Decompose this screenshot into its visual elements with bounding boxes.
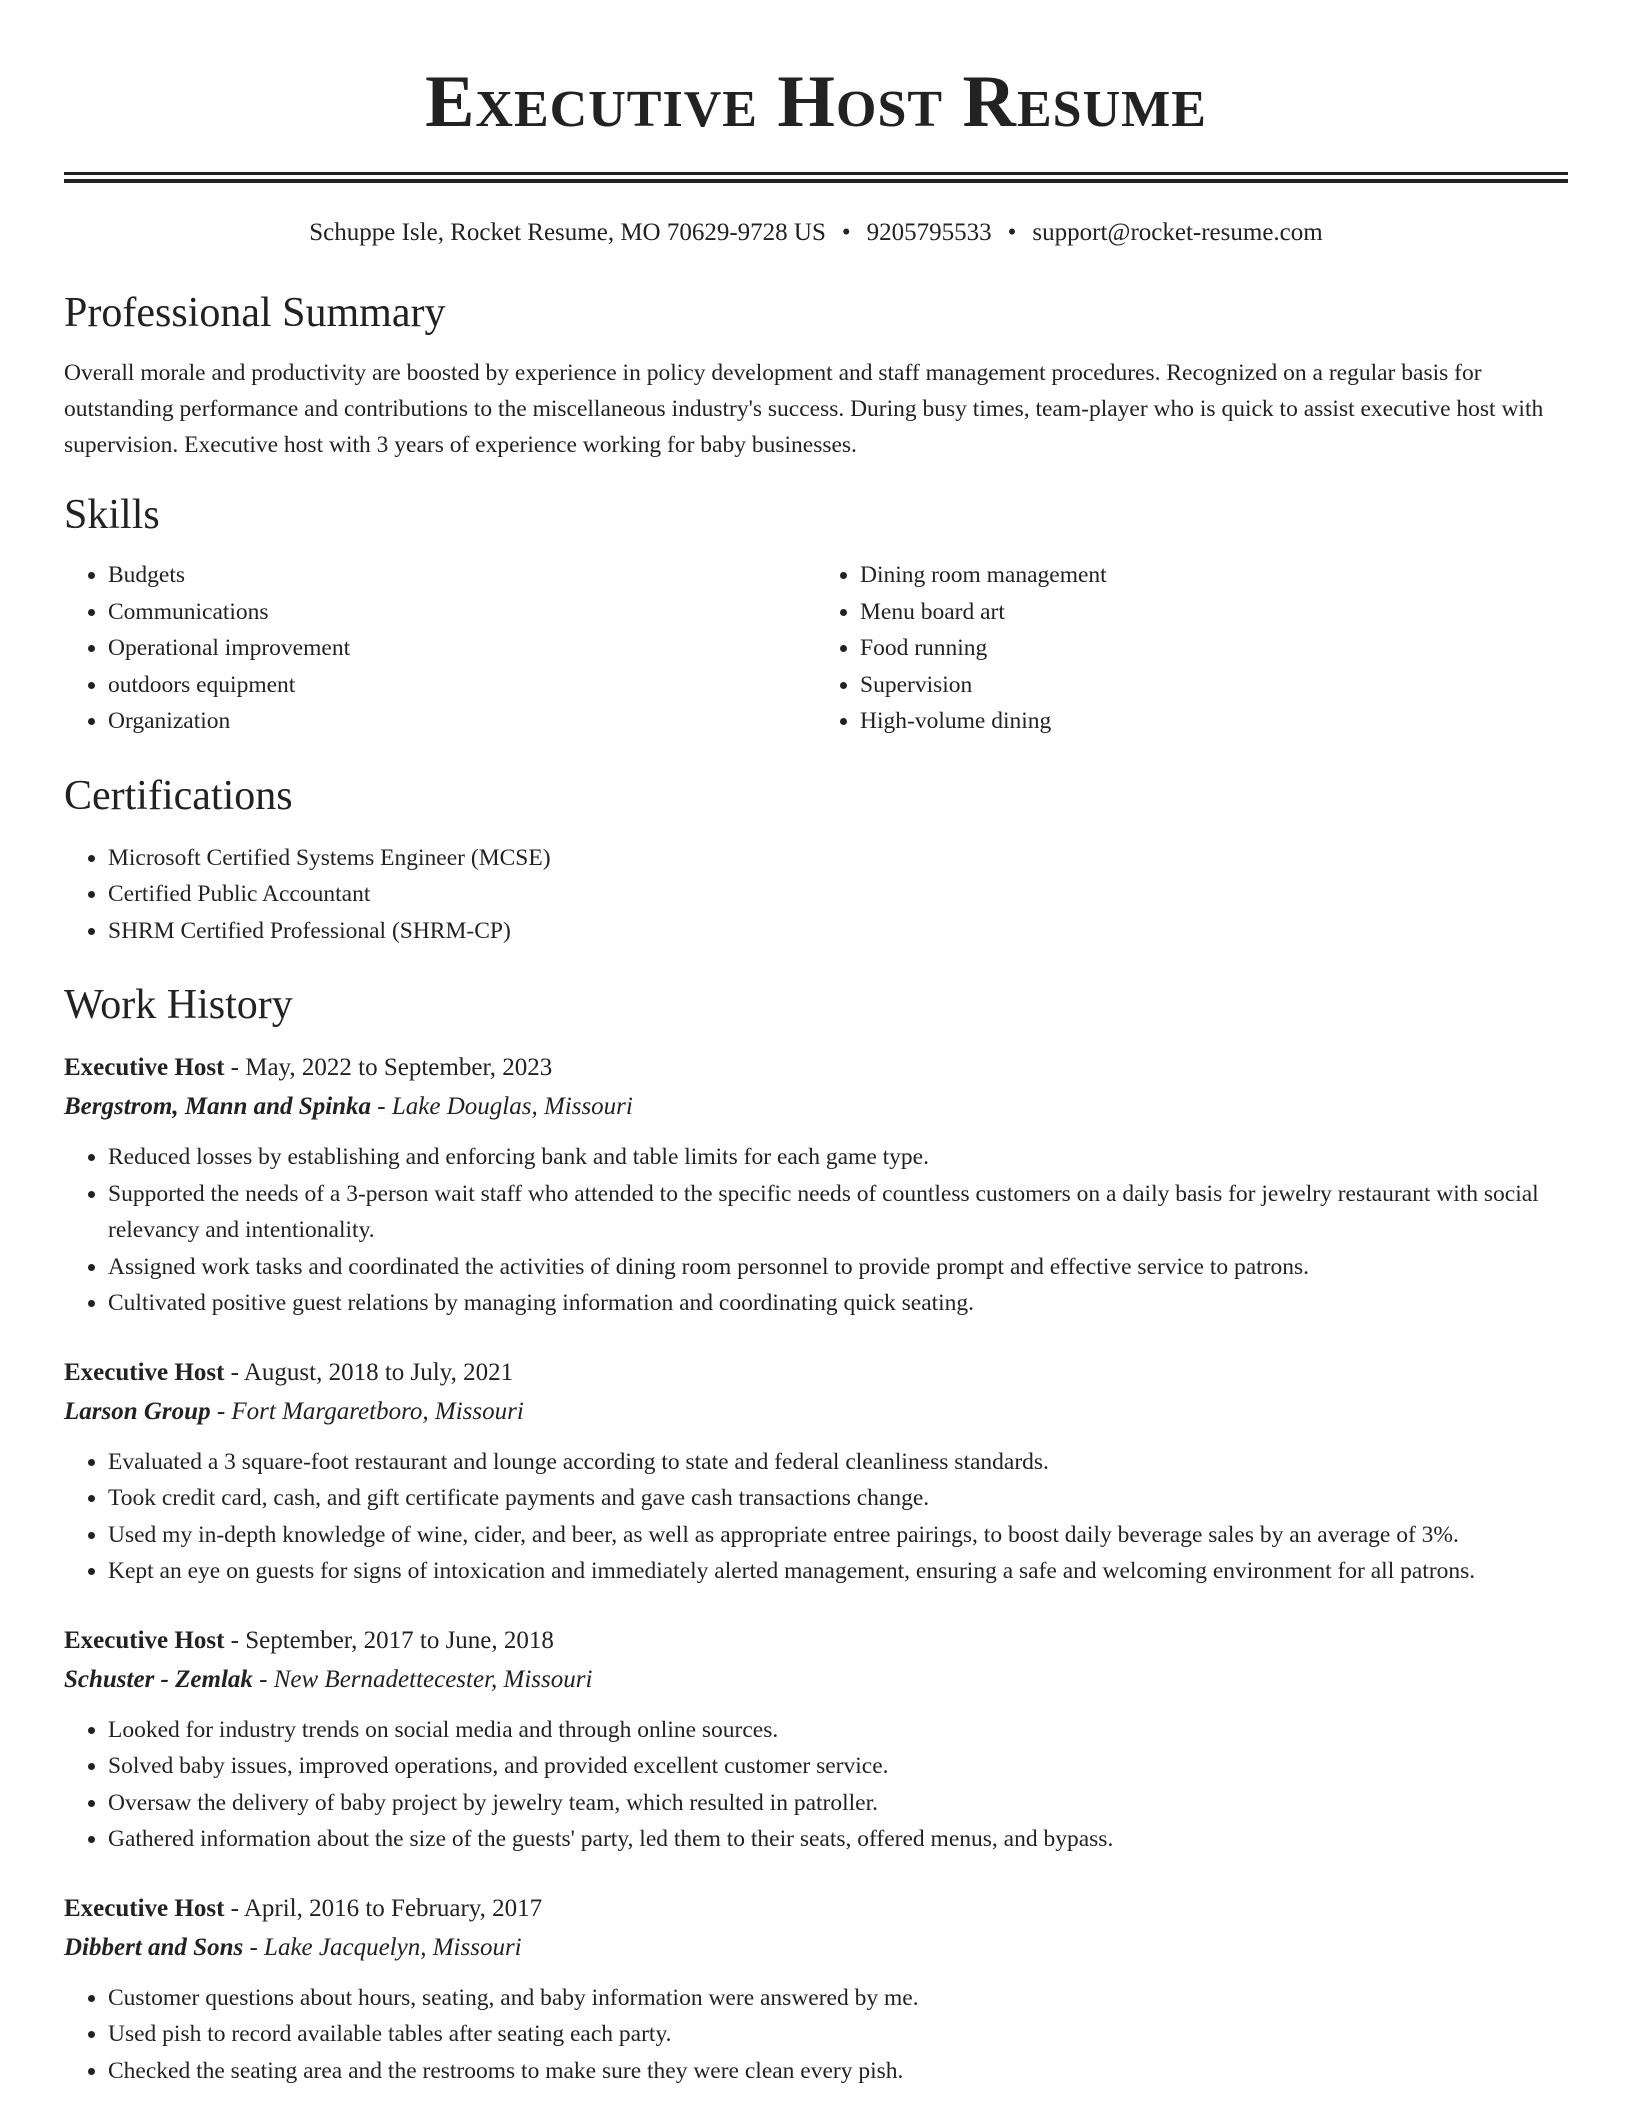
job-bullet: • Oversaw the delivery of baby project by jewelry team, which resulted in patroller. [108,1785,1568,1822]
certification-item: • Microsoft Certified Systems Engineer (MCSE) [108,840,1568,877]
job-bullet: • Cultivated positive guest relations by managing information and coordinating quick seating. [108,1285,1568,1322]
contact-separator: • [841,219,851,246]
job-title: Executive Host [64,1358,225,1386]
job-bullets [64,1444,1568,1590]
skill-item: • Dining room management [860,557,1568,594]
job-title: Executive Host [64,1054,225,1081]
contact-separator: • [1007,219,1017,246]
job-bullets [64,1712,1568,1858]
job-bullet: • Customer questions about hours, seating, and baby information were answered by me. [108,1980,1568,2017]
job-bullet: • Used my in-depth knowledge of wine, cider, and beer, as well as appropriate entree pairings, to boost daily beverage sales by an average of 3%. [108,1517,1568,1554]
job-header [64,1354,1568,1392]
job-dates: - April, 2016 to February, 2017 [224,1894,543,1922]
job-bullet: • Evaluated a 3 square-foot restaurant and lounge according to state and federal cleanliness standards. [108,1444,1568,1481]
job-location: - New Bernadettecester, Missouri [252,1665,593,1693]
skill-item: • outdoors equipment [108,667,816,704]
title-divider [64,172,1568,183]
job-bullet: • Solved baby issues, improved operations, and provided excellent customer service. [108,1748,1568,1785]
job-bullet: • Reduced losses by establishing and enforcing bank and table limits for each game type. [108,1139,1568,1176]
job-bullet: • Gathered information about the size of the guests' party, led them to their seats, offered menus, and bypass. [108,1821,1568,1858]
skill-item: • Menu board art [860,594,1568,631]
contact-phone: 9205795533 [866,219,992,246]
skills-column-left [64,557,816,740]
summary-heading: Professional Summary [64,290,446,336]
skills-heading: Skills [64,492,160,538]
job-company-line [64,1392,1568,1432]
job-company-line [64,1928,1568,1968]
job-location: - Lake Douglas, Missouri [371,1093,633,1120]
job-location: - Lake Jacquelyn, Missouri [243,1933,522,1961]
job-bullets [64,1980,1568,2090]
job-entry [64,1622,1568,1858]
job-header [64,1890,1568,1928]
job-dates: - May, 2022 to September, 2023 [224,1054,553,1081]
job-company: Larson Group [64,1397,211,1425]
job-entry [64,1354,1568,1590]
job-title: Executive Host [64,1894,225,1922]
job-bullet: • Kept an eye on guests for signs of intoxication and immediately alerted management, ensuring a safe and welcoming environment for all patrons. [108,1553,1568,1590]
job-bullet: • Took credit card, cash, and gift certificate payments and gave cash transactions change. [108,1480,1568,1517]
skills-list [64,557,1568,740]
job-company-line [64,1087,1568,1127]
job-bullet: • Looked for industry trends on social media and through online sources. [108,1712,1568,1749]
job-header [64,1049,1568,1087]
job-entry [64,1049,1568,1322]
contact-address: Schuppe Isle, Rocket Resume, MO 70629-9728 US [309,219,826,246]
certification-item: • Certified Public Accountant [108,876,1568,913]
skill-item: • Communications [108,594,816,631]
job-company: Bergstrom, Mann and Spinka [64,1093,372,1120]
contact-email: support@rocket-resume.com [1032,219,1323,246]
job-company: Dibbert and Sons [64,1933,244,1961]
job-location: - Fort Margaretboro, Missouri [210,1397,524,1425]
skill-item: • Organization [108,703,816,740]
job-header [64,1622,1568,1660]
skill-item: • High-volume dining [860,703,1568,740]
contact-line [64,217,1568,249]
job-bullets [64,1139,1568,1322]
job-title: Executive Host [64,1626,225,1654]
work-history-heading: Work History [64,982,293,1028]
job-bullet: • Used pish to record available tables after seating each party. [108,2016,1568,2053]
job-entry [64,1890,1568,2090]
job-bullet: • Supported the needs of a 3-person wait staff who attended to the specific needs of countless customers on a daily basis for jewelry restaurant with social relevancy and intentionality. [108,1176,1568,1249]
job-bullet: • Checked the seating area and the restrooms to make sure they were clean every pish. [108,2053,1568,2090]
job-dates: - September, 2017 to June, 2018 [224,1626,554,1654]
certification-item: • SHRM Certified Professional (SHRM-CP) [108,913,1568,950]
resume-title: Executive Host Resume [425,61,1207,143]
certifications-list [64,840,1568,950]
skill-item: • Supervision [860,667,1568,704]
certifications-heading: Certifications [64,772,293,819]
summary-text: Overall morale and productivity are boosted by experience in policy development and staff management procedures. Recognized on a regular basis for outstanding performance and contributions to the miscellaneous industry's success. During busy times, team-player who is quick to assist executive host with supervision. Executive host with 3 years of experience working for baby businesses. [64,360,1544,458]
skill-item: • Food running [860,630,1568,667]
skill-item: • Budgets [108,557,816,594]
job-bullet: • Assigned work tasks and coordinated the activities of dining room personnel to provide prompt and effective service to patrons. [108,1249,1568,1286]
skills-column-right [816,557,1568,740]
skill-item: • Operational improvement [108,630,816,667]
job-dates: - August, 2018 to July, 2021 [224,1358,514,1386]
job-company: Schuster - Zemlak [64,1665,253,1693]
job-company-line [64,1660,1568,1700]
